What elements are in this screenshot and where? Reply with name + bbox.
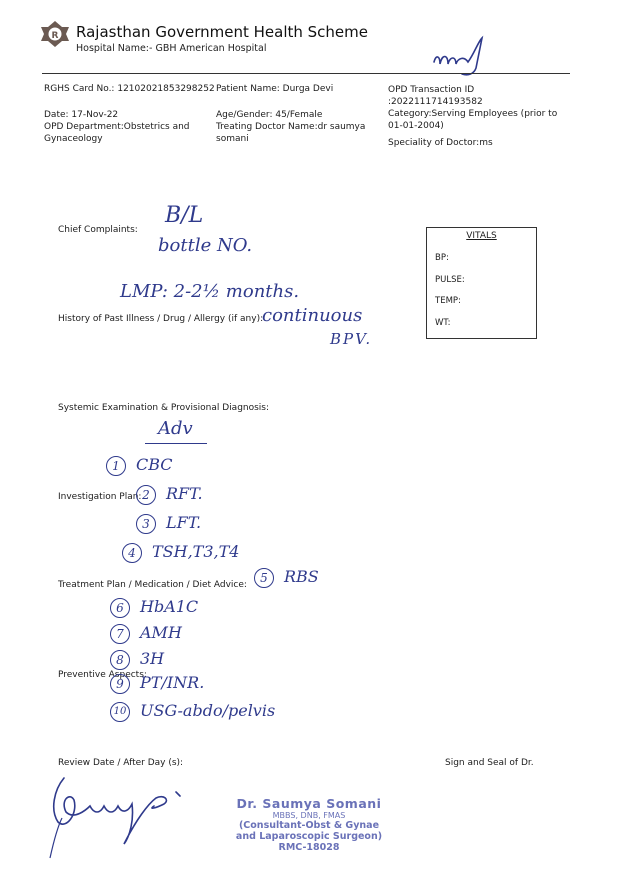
investigation-item xyxy=(110,673,275,701)
treating-doctor: Treating Doctor Name:dr saumya somani xyxy=(216,122,366,145)
diagnosis-underline xyxy=(145,443,207,444)
item-number: 5 xyxy=(254,568,274,588)
vitals-box xyxy=(426,227,537,339)
history-note-1: continuous xyxy=(262,305,363,326)
item-text: AMH xyxy=(140,623,182,642)
investigation-item xyxy=(110,623,275,649)
vitals-title: VITALS xyxy=(466,231,497,241)
speciality-of-doctor: Speciality of Doctor:ms xyxy=(388,138,493,148)
vital-temp: TEMP: xyxy=(435,296,461,306)
investigation-item xyxy=(110,597,275,623)
item-text: LFT. xyxy=(166,513,202,532)
preventive-aspects-label: Preventive Aspects: xyxy=(58,670,147,680)
opd-transaction-id: OPD Transaction ID :2022111714193582 Category:Serving Employees (prior to 01-01-2004) xyxy=(388,85,558,132)
patient-name: Patient Name: Durga Devi xyxy=(216,84,334,94)
doctor-signature xyxy=(44,770,214,860)
item-number: 8 xyxy=(110,650,130,670)
opd-department: OPD Department:Obstetrics and Gynaceology xyxy=(44,122,190,145)
item-text: RBS xyxy=(284,567,319,586)
investigation-list-2 xyxy=(110,597,275,729)
item-number: 6 xyxy=(110,598,130,618)
complaint-note-2: bottle NO. xyxy=(158,235,253,256)
vital-pulse: PULSE: xyxy=(435,275,465,285)
scheme-title: Rajasthan Government Health Scheme xyxy=(76,23,368,41)
item-number: 9 xyxy=(110,674,130,694)
investigation-item xyxy=(110,701,275,729)
investigation-item xyxy=(110,649,275,673)
item-number: 3 xyxy=(136,514,156,534)
investigation-item xyxy=(106,455,239,484)
item-text: USG-abdo/pelvis xyxy=(140,701,276,720)
stamp-role: (Consultant-Obst & Gynae xyxy=(238,820,380,831)
rghs-logo xyxy=(38,19,72,49)
item-text: 3H xyxy=(140,649,165,668)
stamp-name: Dr. Saumya Somani xyxy=(236,796,382,811)
complaint-note-1: B/L xyxy=(165,203,204,228)
investigation-plan-label: Investigation Plan: xyxy=(58,492,142,502)
sign-seal-label: Sign and Seal of Dr. xyxy=(445,758,534,768)
item-number: 4 xyxy=(122,543,142,563)
rghs-card-no: RGHS Card No.: 12102021853298252 xyxy=(44,84,215,94)
history-note-2: BPV. xyxy=(330,330,373,348)
item-text: HbA1C xyxy=(140,597,199,616)
review-date-label: Review Date / After Day (s): xyxy=(58,758,184,768)
hospital-name: Hospital Name:- GBH American Hospital xyxy=(76,43,267,54)
investigation-list xyxy=(106,455,239,571)
investigation-item xyxy=(254,567,319,588)
vital-bp: BP: xyxy=(435,253,449,263)
doctor-stamp xyxy=(234,796,384,853)
age-gender: Age/Gender: 45/Female xyxy=(216,110,323,120)
item-text: RFT. xyxy=(166,484,203,503)
investigation-item xyxy=(106,484,239,513)
investigation-item xyxy=(106,542,239,571)
chief-complaints-label: Chief Complaints: xyxy=(58,225,138,235)
stamp-role-2: and Laparoscopic Surgeon) xyxy=(235,831,383,842)
investigation-item xyxy=(106,513,239,542)
top-signature xyxy=(428,34,498,78)
visit-date: Date: 17-Nov-22 xyxy=(44,110,119,120)
vital-wt: WT: xyxy=(435,318,451,328)
svg-text:R: R xyxy=(51,31,59,41)
header-divider xyxy=(42,73,570,74)
lmp-note: LMP: 2-2½ months. xyxy=(120,281,300,302)
treatment-plan-label: Treatment Plan / Medication / Diet Advice: xyxy=(58,580,247,590)
stamp-registration: RMC-18028 xyxy=(278,842,340,853)
item-number: 2 xyxy=(136,485,156,505)
item-number: 10 xyxy=(110,702,130,722)
stamp-degrees: MBBS, DNB, FMAS xyxy=(272,811,346,820)
item-text: TSH,T3,T4 xyxy=(152,542,240,561)
systemic-exam-label: Systemic Examination & Provisional Diagnosis: xyxy=(58,403,270,413)
item-text: CBC xyxy=(136,455,173,474)
item-number: 1 xyxy=(106,456,126,476)
item-number: 7 xyxy=(110,624,130,644)
history-label: History of Past Illness / Drug / Allergy (if any): xyxy=(58,314,264,324)
item-text: PT/INR. xyxy=(140,673,205,692)
diagnosis-note: Adv xyxy=(158,418,193,439)
